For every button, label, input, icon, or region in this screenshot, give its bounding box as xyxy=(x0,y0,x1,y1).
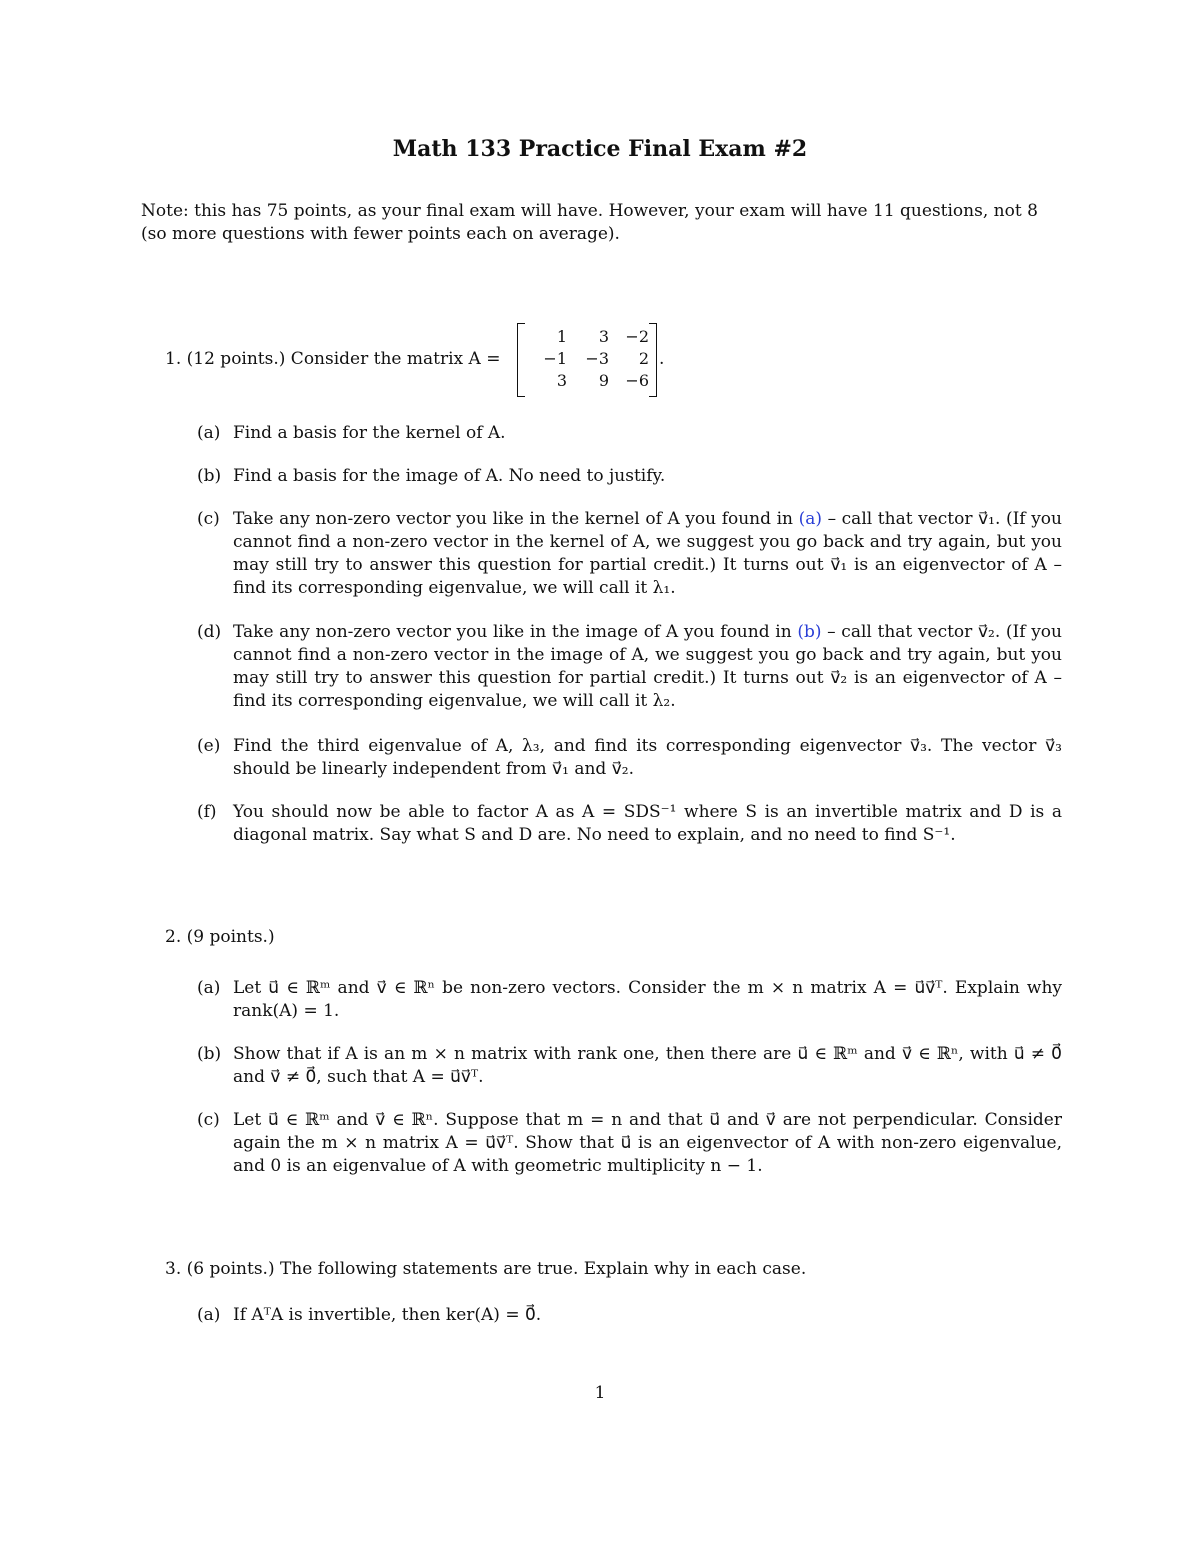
matrix-A xyxy=(517,323,657,395)
part-b-reference-link[interactable]: (b) xyxy=(797,622,822,642)
part-text: Let u⃗ ∈ ℝᵐ and v⃗ ∈ ℝⁿ. Suppose that m = n and that u⃗ and v⃗ are not perpendicular. Consider again the m × n matrix A = u⃗v⃗ᵀ. Show that u⃗ is an eigenvector of A with non-zero eigenvalue, and 0 is an eigenvalue of A with geometric multiplicity n − 1. xyxy=(233,1110,1062,1176)
part-label: (e) xyxy=(197,736,221,756)
part-text-post: – call that vector v⃗₂. (If you cannot find a non-zero vector in the image of A, we suggest you go back and try again, but you may still try to answer this question for partial credit.) It turns out v⃗₂ is an eigenvector of A – find its corresponding eigenvalue, we will call it λ₂. xyxy=(233,622,1062,711)
q1-part-f xyxy=(197,801,1062,847)
q1-part-e xyxy=(197,735,1062,781)
q1-part-a xyxy=(197,422,1062,445)
part-text: Find a basis for the kernel of A. xyxy=(233,423,506,443)
question-1-intro xyxy=(165,348,500,371)
question-2-intro xyxy=(165,926,275,949)
matrix-cell: −2 xyxy=(625,327,649,346)
part-text-pre: Take any non-zero vector you like in the kernel of A you found in xyxy=(233,509,799,529)
matrix-cell: 3 xyxy=(556,371,567,390)
matrix-cell: 9 xyxy=(598,371,609,390)
part-label: (a) xyxy=(197,978,221,998)
part-text xyxy=(233,621,1062,713)
q2-part-c xyxy=(197,1109,1062,1178)
q2-part-b xyxy=(197,1043,1062,1089)
part-text xyxy=(233,508,1062,600)
matrix-cell: 1 xyxy=(556,327,567,346)
question-3-text: (6 points.) The following statements are true. Explain why in each case. xyxy=(186,1259,807,1279)
page-number: 1 xyxy=(594,1383,606,1403)
part-text: Find a basis for the image of A. No need to justify. xyxy=(233,466,666,486)
part-text-post: – call that vector v⃗₁. (If you cannot find a non-zero vector in the kernel of A, we suggest you go back and try again, but you may still try to answer this question for partial credit.) It turns out v⃗₁ is an eigenvector of A – find its corresponding eigenvalue, we will call it λ₁. xyxy=(233,509,1062,598)
question-3-intro xyxy=(165,1258,806,1281)
part-text: Find the third eigenvalue of A, λ₃, and find its corresponding eigenvector v⃗₃. The vector v⃗₃ should be linearly independent from v⃗₁ and v⃗₂. xyxy=(233,736,1062,779)
matrix-cell: −6 xyxy=(625,371,649,390)
part-text: Show that if A is an m × n matrix with rank one, then there are u⃗ ∈ ℝᵐ and v⃗ ∈ ℝⁿ, with u⃗ ≠ 0⃗ and v⃗ ≠ 0⃗, such that A = u⃗v⃗ᵀ. xyxy=(233,1044,1062,1087)
q1-part-d xyxy=(197,621,1062,713)
question-3-number: 3. xyxy=(165,1259,182,1279)
matrix-right-bracket xyxy=(649,323,657,397)
part-text: If AᵀA is invertible, then ker(A) = 0⃗. xyxy=(233,1305,542,1325)
matrix-cell: −3 xyxy=(585,349,609,368)
exam-title: Math 133 Practice Final Exam #2 xyxy=(392,136,808,162)
question-2-number: 2. xyxy=(165,927,182,947)
matrix-cell: 2 xyxy=(638,349,649,368)
part-text: You should now be able to factor A as A = SDS⁻¹ where S is an invertible matrix and D is a diagonal matrix. Say what S and D are. No need to explain, and no need to find S⁻¹. xyxy=(233,802,1062,845)
part-label: (a) xyxy=(197,1305,221,1325)
matrix-period: . xyxy=(659,349,665,369)
part-label: (f) xyxy=(197,802,217,822)
part-label: (b) xyxy=(197,466,222,486)
matrix-cell: −1 xyxy=(543,349,567,368)
question-2-text: (9 points.) xyxy=(186,927,275,947)
q3-part-a xyxy=(197,1304,1062,1327)
part-label: (d) xyxy=(197,622,222,642)
part-a-reference-link[interactable]: (a) xyxy=(798,509,822,529)
question-1-text: (12 points.) Consider the matrix A = xyxy=(186,349,501,369)
part-text: Let u⃗ ∈ ℝᵐ and v⃗ ∈ ℝⁿ be non-zero vectors. Consider the m × n matrix A = u⃗v⃗ᵀ. Explain why rank(A) = 1. xyxy=(233,978,1062,1021)
part-label: (c) xyxy=(197,509,220,529)
q1-part-b xyxy=(197,465,1062,488)
exam-note: Note: this has 75 points, as your final exam will have. However, your exam will have 11 questions, not 8 (so more questions with fewer points each on average). xyxy=(141,201,1038,244)
part-label: (a) xyxy=(197,423,221,443)
part-text-pre: Take any non-zero vector you like in the image of A you found in xyxy=(233,622,798,642)
question-1-number: 1. xyxy=(165,349,182,369)
q1-part-c xyxy=(197,508,1062,600)
part-label: (c) xyxy=(197,1110,220,1130)
matrix-left-bracket xyxy=(517,323,525,397)
q2-part-a xyxy=(197,977,1062,1023)
part-label: (b) xyxy=(197,1044,222,1064)
matrix-cell: 3 xyxy=(598,327,609,346)
